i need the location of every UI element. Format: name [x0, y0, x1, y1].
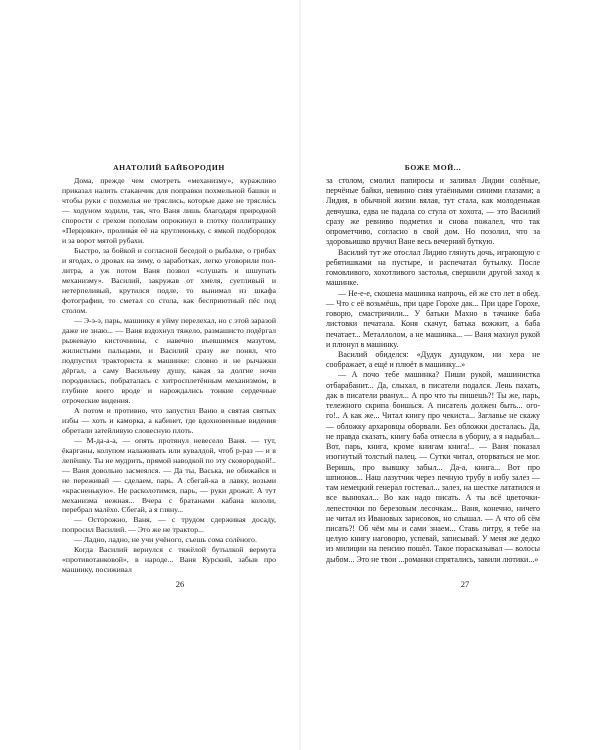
paragraph: Василий тут же отослал Лидию глянуть дочь, играющую с ребятишками на пустыре, и распечатал бутылку. После гомовливого, хохотливого застолья, свершили другой заход к машинке.: [326, 247, 540, 288]
paragraph: — М-да-а-а, — опять протянул невесело Ваня. — тут, ёкарганы, колупом налаживать или кувалдой, чтоб р-раз — и в лепёшку. Ты не мудрить, прямой наводкой по эту сковородкой!.. — Ваня довольно засмеялся. — Да ты, Васька, не обижайся и не переживай — сделаем, парь. А сбегай-ка в лавку, возьми «красненькую». Не расколотимся, парь, — руки дрожат. А тут механизма нежная... Вчера с братанами кабана кололи, перебрал малёхо. Сбегай, а я гляну...: [62, 435, 276, 515]
page-number: 26: [175, 579, 185, 589]
paragraph: А потом и противно, что запустил Ваню в святая святых избы — хоть и каморка, а кабинет, где вдохновенные видения обретали затейливую словесную плоть.: [62, 405, 276, 435]
right-page-text: [326, 176, 540, 565]
paragraph: — Э-э-э, парь, машинку я уйму перелехал, но с этой заразой даже не знаю... — Ваня вздохнул тяжело, размашисто подёргал рыжеваую кисточнины, с навечно въевшимся мазутом, жилистыми пальцами, и Василий сразу же понял, что подпустил тракториста к машинке: словно и не рычажки дёргал, а саму Васильеву душу, какая за долгие ночи породнилась, побраталась с хитросплетённым механизмом, в глубине коего вроде и нарождались тонкие сердечные отроческие видения.: [62, 315, 276, 405]
paragraph: — Не-е-е, скошена машинка напрочь, ей же сто лет в обед. — Что с её возьмёшь, при царе Горохе дак... При царе Горохе, говорю, смастричили... У батьки Махно в тачанке баба листовки печатала. Коня скачут, батька вожжит, а баба печатает... Металлолом, а не машинка... — Ваня махнул рукой и плюнул в машинку.: [326, 288, 540, 349]
paragraph: Когда Василий вернулся с тяжёлой бутылкой вермута «противотанковой», в народе... Ваня Курский, забыв про машинку, посиживал: [62, 545, 276, 575]
running-header-title: БОЖЕ МОЙ...: [404, 163, 462, 172]
paragraph: Быстро, за бойкой и согласной беседой о рыбалке, о грибах и ягодах, о дровах на зиму, о заработках, легко уговорили пол-литра, а уж потом Ваня позвол «слушать и шшупать механизму». Василий, закружав от хмеля, суетливый и нетерпеливый, крутился подле, то вынимал из шкафа фотографии, то сметал со стола, как бесприютный пёс под столом.: [62, 245, 276, 315]
right-page: [300, 0, 600, 750]
running-header-author: АНАТОЛИЙ БАЙБОРОДИН: [113, 163, 225, 172]
paragraph: — Осторожно, Ваня, — с трудом сдерживая досаду, попросил Василий. — Это же не трактор...: [62, 515, 276, 535]
paragraph: за столом, смолил папиросы и заливал Лидии солёные, перчёные байки, невинно сняя утаёнными синими глазами; а Лидия, в обычной жизни вялая, тут стала, как молоденькая девчушка, едва не падала со стула от хохота, — это Василий сразу же ревниво подметил и снова пожалел, что так опрометчиво, согласно в свой дом. Но позолил, что за здоровьишко вручил Ване весь вечерний буткую.: [326, 176, 540, 247]
paragraph: Василий обиделся: «Дудук дундуком, ни хера не соображает, а ещё и плюёт в машинку...»: [326, 349, 540, 370]
left-page-text: [62, 176, 276, 575]
paragraph: Дома, прежде чем смотреть «механизму», куражливо приказал налить стаканчик для поправки похмельной башки и чтобы руки с похмелья не тряслись, которые даже не трясли́сь — ходуном ходили, так, что Ваня лишь благодаря природной спорости с грехом пополам опрокинул в глотку поллитрашку «Перцовки», пролива́я её на крутлеюньку, с ямкой подбородок и за ворот мятой рубахи.: [62, 176, 276, 245]
page-number: 27: [460, 579, 470, 589]
paragraph: — А почо тебе машинка? Пиши рукой, машинистка отбарабанит... Да, слыхал, в писатели подался. Лень пахать, дак в писатели рванул... А про что ты пишешь?! Ты же, парь, тележного скрипа боишься. А писатель должен быть... ого-го!.. А как же... Читал книгу про чекиста... Заглавье не скажу — обложку архаровцы оборвали. Без обложки досталась. Да, не правда сказать, книгу баба отнесла в уборну, а я надыбал... Вот, парь, книга, кроме книгам книга!.. — Ваня показал изогнутый толстый палец. — Сутки читал, оторваться не мог. Веришь, про вывшку забыл... Да-а, книга... Вот про шпионов... Наш лазутчик через печную трубу в избу залез — там немецкий генерал гостевал... залез, на шестке лататился и все вынюхал... Во как надо писать. А ты всё цветочки-лепесточки по березовым лесочкам... Ваня, конечно, ничего не читал из Ивановых зарисовок, но слышал. — А что об сём писать?! Об чём мы и сами знаем... Ставь литру, я тебе на целую книгу наговорю, успевай, записывай. У меня же дедко из милиции на пенсию пошёл. Такое порасказывал — волосы дыбом... Это не твои ...романки спрятались, завили лютики...»: [326, 370, 540, 564]
paragraph: — Ладно, ладно, не учи учёного, съешь сома солёного.: [74, 535, 257, 545]
